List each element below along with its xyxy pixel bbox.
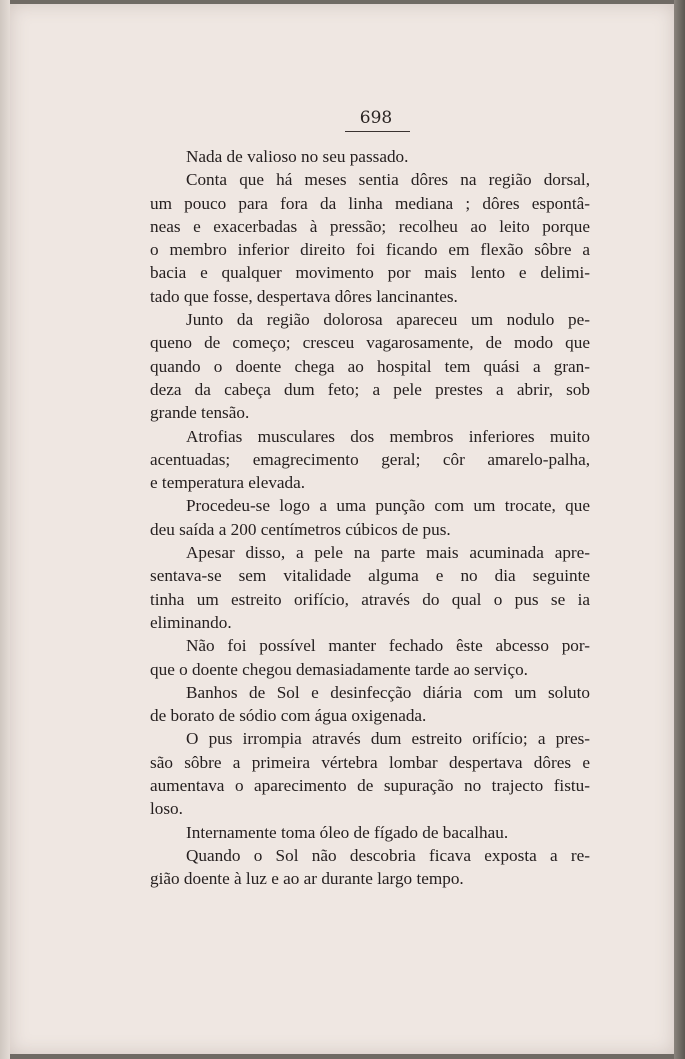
text-line: Atrofias musculares dos membros inferiores muito [186, 426, 590, 446]
paragraph [150, 634, 590, 681]
text-line: tinha um estreito orifício, através do qual o pus se ia [150, 589, 590, 609]
text-line: tado que fosse, despertava dôres lancinantes. [150, 286, 458, 306]
text-line: acentuadas; emagrecimento geral; côr amarelo-palha, [150, 449, 590, 469]
text-line: eliminando. [150, 612, 232, 632]
text-line: queno de começo; cresceu vagarosamente, de modo que [150, 333, 590, 353]
text-line: um pouco para fora da linha mediana ; dôres espontâ- [150, 193, 590, 213]
text-line: Junto da região dolorosa apareceu um nodulo pe- [186, 310, 590, 330]
body-text [150, 145, 590, 891]
text-line: Internamente toma óleo de fígado de bacalhau. [186, 822, 509, 842]
paragraph [150, 145, 590, 168]
text-line: Quando o Sol não descobria ficava exposta a re- [186, 845, 590, 865]
text-line: quando o doente chega ao hospital tem quási a gran- [150, 356, 590, 376]
text-line: O pus irrompia através dum estreito orifício; a pres- [186, 729, 590, 749]
text-line: aumentava o aparecimento de supuração no trajecto fistu- [150, 776, 590, 796]
text-line: Apesar disso, a pele na parte mais acuminada apre- [186, 543, 590, 563]
paragraph [150, 308, 590, 424]
text-line: Não foi possível manter fechado êste abcesso por- [186, 636, 590, 656]
text-line: deza da cabeça dum feto; a pele prestes a abrir, sob [150, 379, 590, 399]
text-line: deu saída a 200 centímetros cúbicos de pus. [150, 519, 451, 539]
paragraph [150, 494, 590, 541]
text-line: de borato de sódio com água oxigenada. [150, 706, 427, 726]
text-line: Procedeu-se logo a uma punção com um trocate, que [186, 496, 590, 516]
text-line: bacia e qualquer movimento por mais lento e delimi- [150, 263, 590, 283]
page-edge-right [674, 0, 685, 1059]
text-line: são sôbre a primeira vértebra lombar despertava dôres e [150, 752, 590, 772]
page-number: 698 [359, 108, 393, 128]
text-line: loso. [150, 799, 183, 819]
text-line: gião doente à luz e ao ar durante largo tempo. [150, 869, 464, 889]
paragraph [150, 541, 590, 634]
page-number-rule [345, 131, 410, 132]
paragraph [150, 168, 590, 308]
text-line: Conta que há meses sentia dôres na região dorsal, [186, 170, 590, 190]
page-edge-left [0, 0, 10, 1059]
text-line: Nada de valioso no seu passado. [186, 147, 409, 166]
paragraph [150, 425, 590, 495]
text-line: Banhos de Sol e desinfecção diária com um soluto [186, 682, 590, 702]
paragraph [150, 727, 590, 820]
paragraph [150, 844, 590, 891]
text-line: que o doente chegou demasiadamente tarde ao serviço. [150, 659, 528, 679]
text-line: grande tensão. [150, 403, 250, 423]
text-line: sentava-se sem vitalidade alguma e no dia seguinte [150, 566, 590, 586]
text-line: neas e exacerbadas à pressão; recolheu ao leito porque [150, 216, 590, 236]
text-line: e temperatura elevada. [150, 473, 306, 493]
paragraph [150, 821, 590, 844]
paragraph [150, 681, 590, 728]
text-line: o membro inferior direito foi ficando em flexão sôbre a [150, 240, 590, 260]
